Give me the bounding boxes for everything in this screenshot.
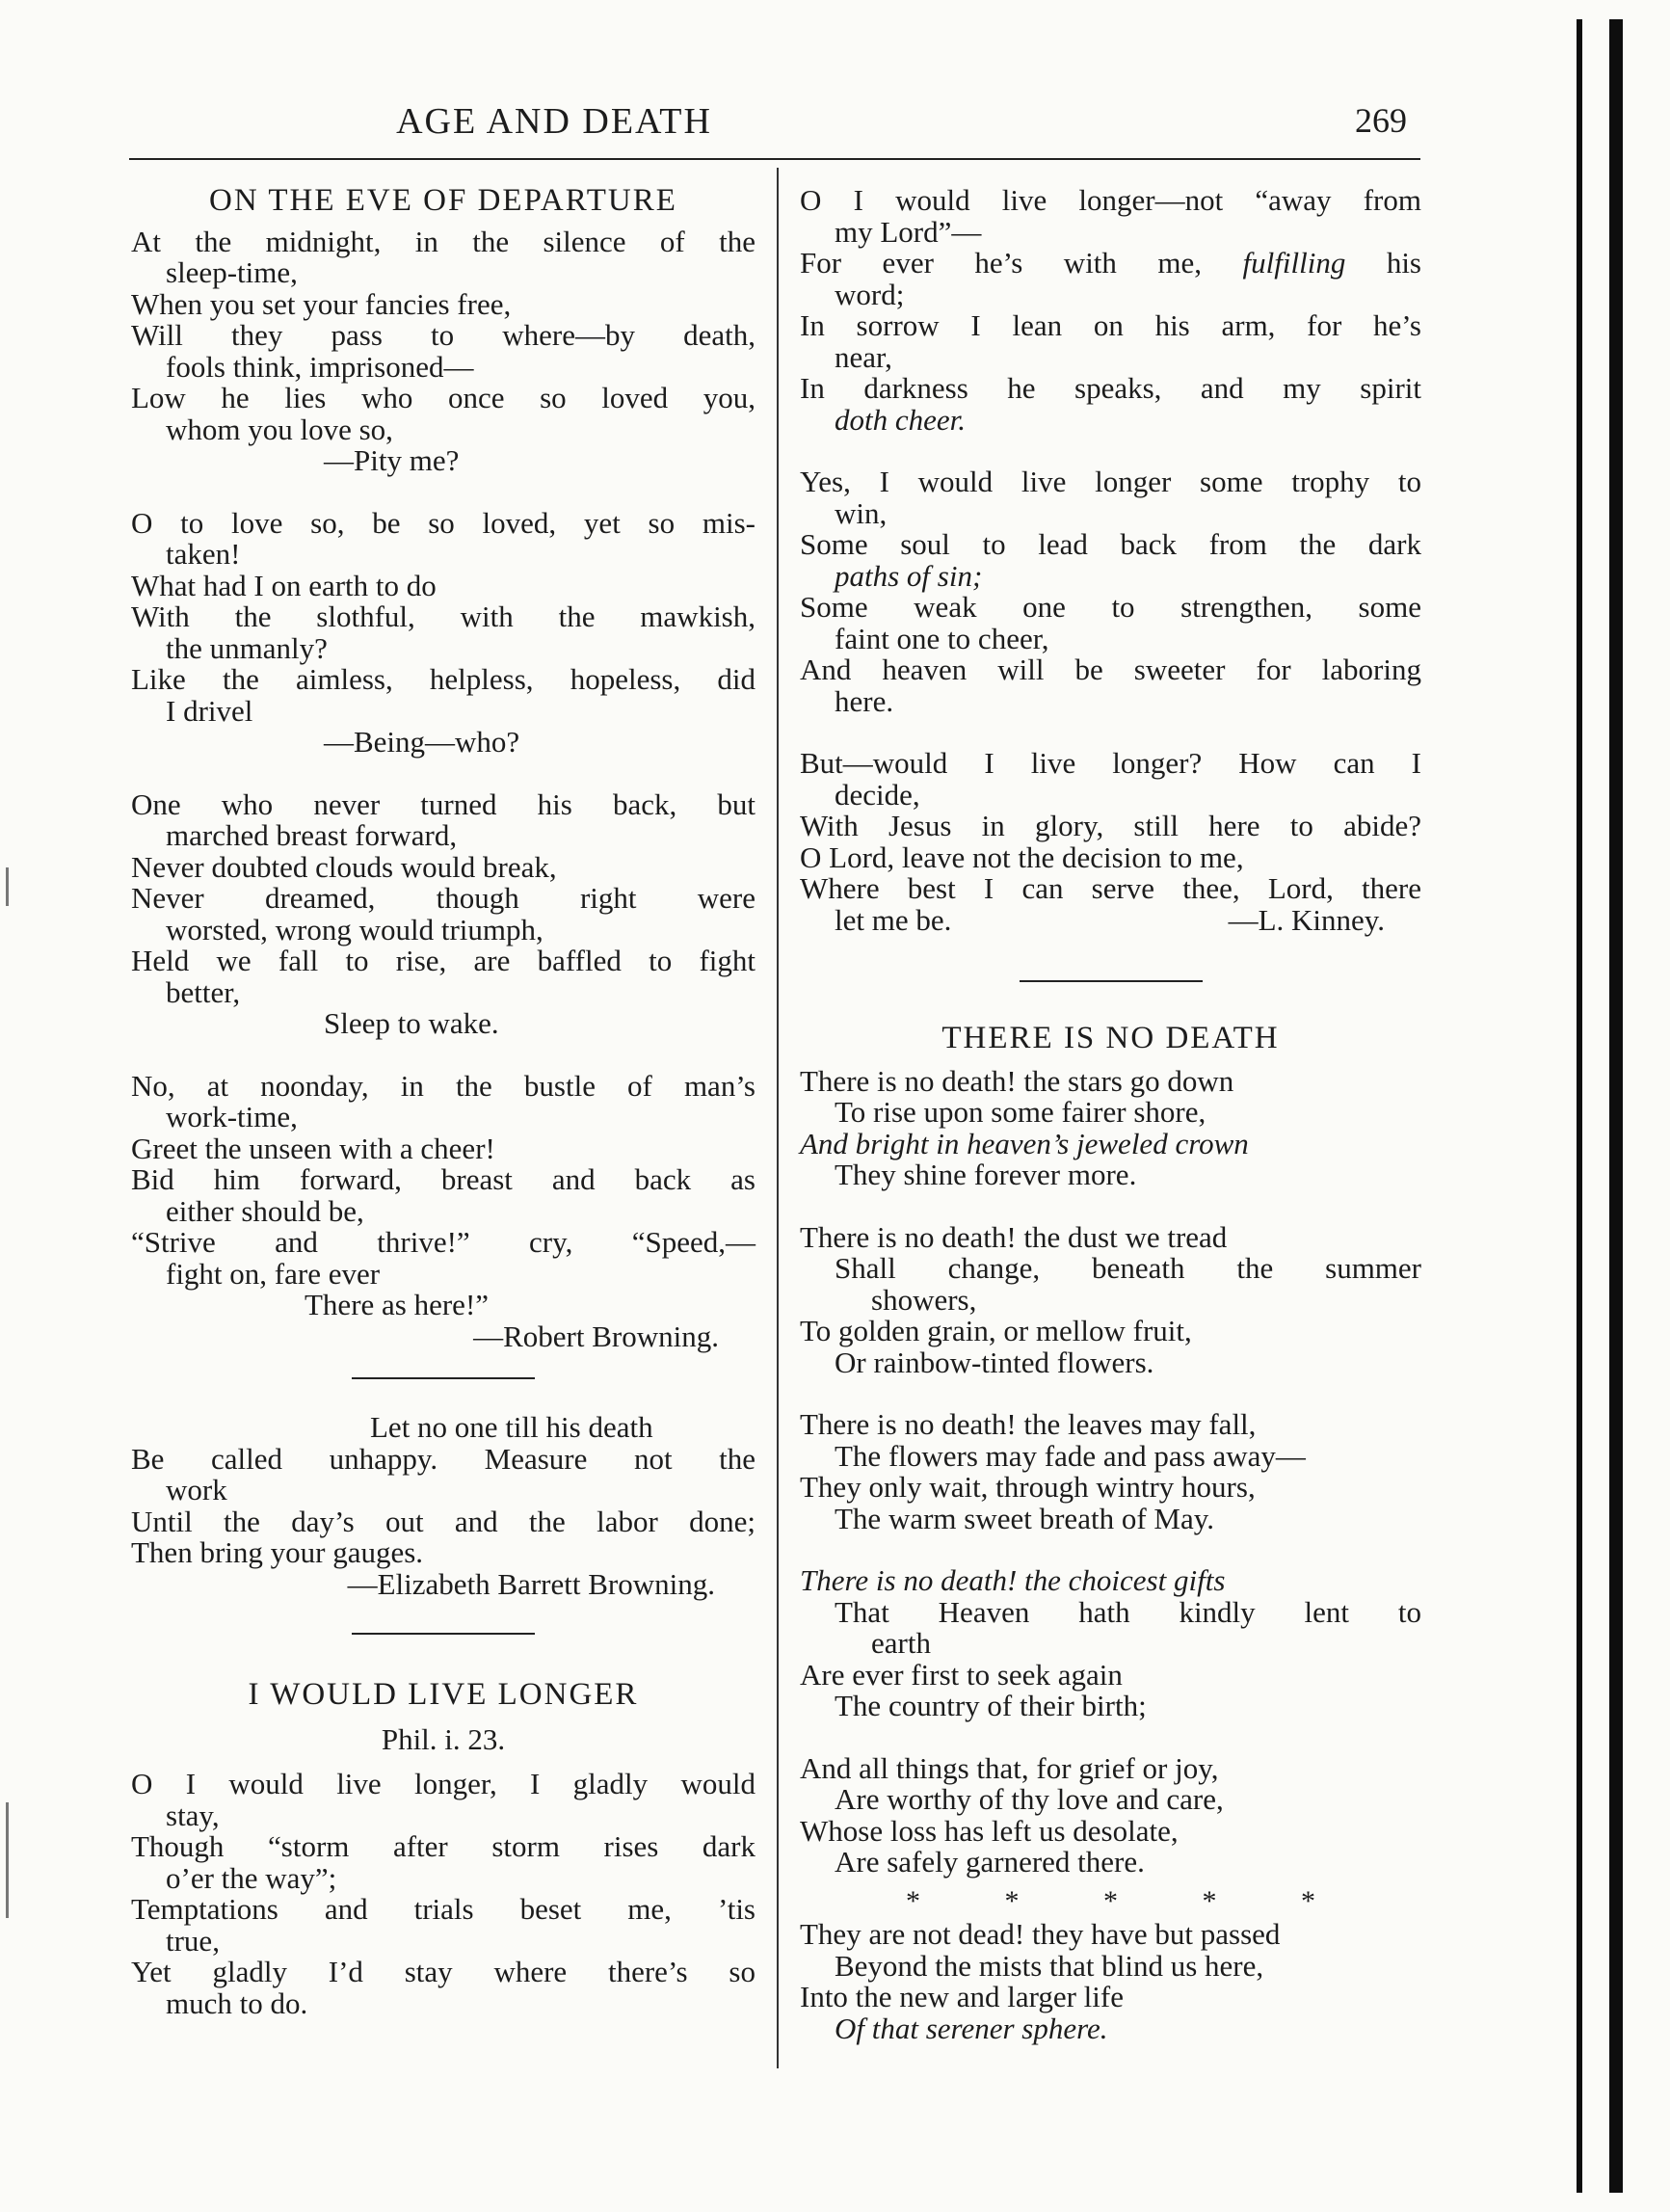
verse-line: Of that serener sphere. bbox=[835, 2011, 1108, 2045]
stanza bbox=[800, 1219, 1421, 1379]
verse-line: Whose loss has left us desolate, bbox=[800, 1813, 1179, 1848]
verse-line: sleep-time, bbox=[166, 255, 298, 289]
verse-line: marched breast forward, bbox=[166, 818, 458, 852]
verse-line: Let no one till his death bbox=[370, 1410, 653, 1444]
verse-line: There is no death! the dust we tread bbox=[800, 1219, 1228, 1254]
stanza bbox=[131, 1769, 755, 2019]
right-column bbox=[800, 185, 1421, 2044]
verse-line: I drivel bbox=[166, 693, 253, 728]
stanza bbox=[800, 1919, 1421, 2044]
verse-line: the unmanly? bbox=[166, 630, 328, 665]
verse-line: true, bbox=[166, 1923, 220, 1958]
column-divider bbox=[777, 168, 779, 2068]
verse-line: Yes, I would live longer some trophy to bbox=[800, 465, 1421, 498]
verse-line: Be called unhappy. Measure not the bbox=[131, 1441, 755, 1476]
verse-line: The country of their birth; bbox=[835, 1689, 1147, 1722]
verse-line: Temptations and trials beset me, ’tis bbox=[131, 1892, 755, 1926]
scan-edge-mark bbox=[1577, 19, 1582, 2193]
verse-line: whom you love so, bbox=[166, 412, 393, 446]
verse-line: There is no death! the stars go down bbox=[800, 1063, 1234, 1098]
verse-line: Sleep to wake. bbox=[324, 1006, 499, 1040]
verse-line: work-time, bbox=[166, 1100, 298, 1133]
verse-line: Bid him forward, breast and back as bbox=[131, 1162, 755, 1196]
poem-title: THERE IS NO DEATH bbox=[941, 1021, 1280, 1055]
scripture-reference: Phil. i. 23. bbox=[381, 1721, 506, 1756]
poem-attribution: —Robert Browning. bbox=[473, 1319, 719, 1353]
verse-line: And all things that, for grief or joy, bbox=[800, 1750, 1219, 1785]
verse-line: Where best I can serve thee, Lord, there bbox=[800, 871, 1421, 905]
verse-line: They are not dead! they have but passed bbox=[800, 1917, 1281, 1951]
verse-text: let me be. bbox=[835, 902, 952, 937]
poem-attribution: —L. Kinney. bbox=[1228, 902, 1385, 937]
verse-line: my Lord”— bbox=[835, 214, 982, 249]
verse-line: work bbox=[166, 1473, 227, 1506]
verse-line: They shine forever more. bbox=[835, 1158, 1137, 1191]
verse-line: earth bbox=[871, 1626, 931, 1660]
verse-line: In darkness he speaks, and my spirit bbox=[800, 371, 1421, 405]
verse-line: In sorrow I lean on his arm, for he’s bbox=[800, 308, 1421, 342]
verse-line: The warm sweet breath of May. bbox=[835, 1501, 1214, 1535]
verse-line: Are safely garnered there. bbox=[835, 1845, 1145, 1879]
stanza bbox=[800, 466, 1421, 717]
verse-line: Until the day’s out and the labor done; bbox=[131, 1504, 755, 1538]
verse-line: Held we fall to rise, are baffled to fight bbox=[131, 944, 755, 977]
verse-line: o’er the way”; bbox=[166, 1860, 337, 1895]
verse-line: decide, bbox=[835, 777, 920, 812]
stanza bbox=[131, 1068, 755, 1353]
poem-title: ON THE EVE OF DEPARTURE bbox=[209, 183, 677, 218]
verse-line: That Heaven hath kindly lent to bbox=[835, 1594, 1421, 1629]
verse-line: At the midnight, in the silence of the bbox=[131, 224, 755, 258]
verse-text: his bbox=[1345, 246, 1421, 280]
verse-line: There is no death! the choicest gifts bbox=[800, 1563, 1226, 1597]
verse-line: When you set your fancies free, bbox=[131, 286, 512, 321]
section-divider bbox=[352, 1377, 535, 1379]
verse-line: here. bbox=[835, 683, 894, 718]
section-divider bbox=[1020, 980, 1203, 982]
verse-line: win, bbox=[835, 495, 888, 530]
verse-line: paths of sin; bbox=[835, 558, 983, 593]
verse-emphasis: fulfilling bbox=[1242, 246, 1346, 280]
verse-line bbox=[800, 902, 1421, 937]
verse-line: Then bring your gauges. bbox=[131, 1535, 424, 1569]
stanza bbox=[800, 1409, 1421, 1534]
verse-line: —Pity me? bbox=[324, 443, 460, 477]
verse-line: Some weak one to strengthen, some bbox=[800, 590, 1421, 624]
verse-line: O to love so, be so loved, yet so mis- bbox=[131, 505, 755, 540]
verse-line: With Jesus in glory, still here to abide? bbox=[800, 809, 1421, 842]
quotation bbox=[131, 1412, 755, 1600]
scan-mark bbox=[6, 867, 9, 906]
verse-line: Greet the unseen with a cheer! bbox=[131, 1131, 495, 1165]
quote-attribution: —Elizabeth Barrett Browning. bbox=[347, 1566, 715, 1601]
stanza bbox=[800, 1565, 1421, 1722]
verse-line: O I would live longer—not “away from bbox=[800, 183, 1421, 217]
stanza bbox=[131, 786, 755, 1040]
verse-line: —Being—who? bbox=[324, 725, 520, 759]
stanza bbox=[800, 1750, 1421, 1879]
poem-title: I WOULD LIVE LONGER bbox=[248, 1677, 639, 1712]
stanza bbox=[800, 1063, 1421, 1191]
verse-line: Shall change, beneath the summer bbox=[835, 1251, 1421, 1285]
scan-edge-mark bbox=[1609, 19, 1623, 2193]
verse-line: stay, bbox=[166, 1798, 220, 1832]
stanza bbox=[800, 748, 1421, 936]
verse-line: One who never turned his back, but bbox=[131, 786, 755, 821]
verse-line: Never dreamed, though right were bbox=[131, 881, 755, 915]
verse-line: faint one to cheer, bbox=[835, 621, 1049, 655]
verse-line: doth cheer. bbox=[835, 402, 967, 437]
verse-line: Are worthy of thy love and care, bbox=[835, 1782, 1224, 1816]
verse-line: Are ever first to seek again bbox=[800, 1657, 1123, 1692]
verse-line: There is no death! the leaves may fall, bbox=[800, 1407, 1257, 1441]
verse-line: There as here!” bbox=[305, 1288, 490, 1321]
stanza bbox=[800, 185, 1421, 436]
verse-line: To rise upon some fairer shore, bbox=[835, 1095, 1206, 1129]
verse-line bbox=[800, 248, 1421, 280]
verse-line: Or rainbow-tinted flowers. bbox=[835, 1345, 1154, 1379]
header-rule bbox=[129, 158, 1420, 160]
verse-line: Beyond the mists that blind us here, bbox=[835, 1948, 1264, 1983]
verse-line: No, at noonday, in the bustle of man’s bbox=[131, 1068, 755, 1103]
verse-line: word; bbox=[835, 277, 905, 311]
verse-line: The flowers may fade and pass away— bbox=[835, 1438, 1306, 1473]
verse-line: And heaven will be sweeter for laboring bbox=[800, 653, 1421, 686]
verse-line: To golden grain, or mellow fruit, bbox=[800, 1314, 1192, 1347]
verse-line: Low he lies who once so loved you, bbox=[131, 381, 755, 414]
verse-line: Though “storm after storm rises dark bbox=[131, 1829, 755, 1863]
verse-line: “Strive and thrive!” cry, “Speed,— bbox=[131, 1225, 755, 1259]
scan-mark bbox=[6, 1802, 9, 1918]
verse-line: Some soul to lead back from the dark bbox=[800, 527, 1421, 561]
verse-line: fools think, imprisoned— bbox=[166, 349, 474, 384]
verse-line: worsted, wrong would triumph, bbox=[166, 912, 543, 946]
running-head: AGE AND DEATH bbox=[396, 101, 712, 142]
verse-line: What had I on earth to do bbox=[131, 568, 437, 602]
stanza bbox=[131, 224, 755, 477]
section-divider bbox=[352, 1633, 535, 1635]
verse-line: taken! bbox=[166, 537, 241, 571]
verse-line: Like the aimless, helpless, hopeless, did bbox=[131, 662, 755, 696]
verse-line: But—would I live longer? How can I bbox=[800, 746, 1421, 780]
verse-line: O Lord, leave not the decision to me, bbox=[800, 839, 1244, 874]
verse-text: For ever he’s with me, bbox=[800, 246, 1243, 280]
verse-line: O I would live longer, I gladly would bbox=[131, 1767, 755, 1800]
stanza bbox=[131, 505, 755, 759]
verse-line: better, bbox=[166, 974, 241, 1009]
page-number: 269 bbox=[1355, 101, 1407, 140]
verse-line: showers, bbox=[871, 1282, 977, 1317]
verse-line: Never doubted clouds would break, bbox=[131, 849, 557, 884]
verse-line: near, bbox=[835, 339, 892, 374]
verse-line: They only wait, through wintry hours, bbox=[800, 1470, 1256, 1504]
verse-line: much to do. bbox=[166, 1985, 308, 2020]
verse-line: Into the new and larger life bbox=[800, 1980, 1124, 2013]
verse-line: either should be, bbox=[166, 1193, 364, 1228]
verse-line: And bright in heaven’s jeweled crown bbox=[800, 1126, 1249, 1160]
left-column bbox=[131, 185, 755, 2019]
verse-line: Yet gladly I’d stay where there’s so bbox=[131, 1955, 755, 1988]
asterisk-separator: * * * * * bbox=[906, 1884, 1354, 1917]
verse-line: With the slothful, with the mawkish, bbox=[131, 600, 755, 633]
verse-line: Will they pass to where—by death, bbox=[131, 318, 755, 352]
verse-line: fight on, fare ever bbox=[166, 1256, 381, 1291]
